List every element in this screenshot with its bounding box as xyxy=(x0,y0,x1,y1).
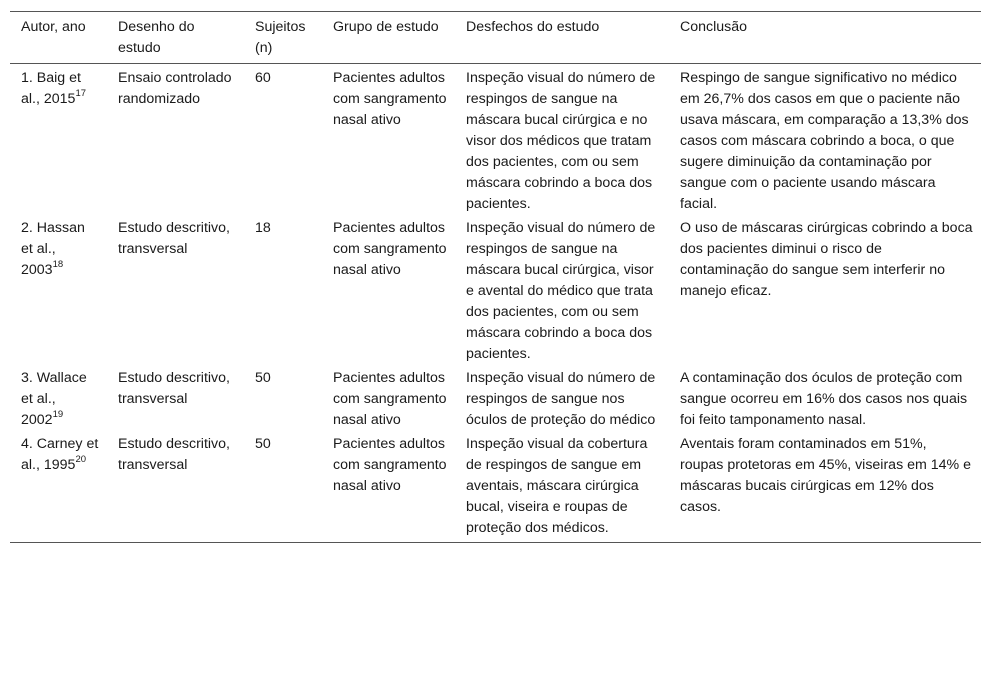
table-body xyxy=(10,64,981,543)
table-header xyxy=(10,12,981,64)
header-row xyxy=(10,12,981,64)
reference-number: 17 xyxy=(75,88,87,100)
cell-conclusion: Aventais foram contaminados em 51%, roupas protetoras em 45%, viseiras em 14% e máscaras bucais cirúrgicas em 12% dos casos. xyxy=(669,432,981,543)
cell-outcomes: Inspeção visual do número de respingos de sangue nos óculos de proteção do médico xyxy=(466,370,656,428)
cell-subjects: 18 xyxy=(255,220,271,236)
cell-author-year xyxy=(10,366,107,432)
table-row xyxy=(10,366,981,432)
cell-outcomes: Inspeção visual do número de respingos de sangue na máscara bucal cirúrgica, visor e avental do médico que trata dos pacientes, com ou sem máscara cobrindo a boca dos pacientes. xyxy=(466,220,656,362)
header-author-year: Autor, ano xyxy=(10,12,107,64)
cell-outcomes: Inspeção visual do número de respingos de sangue na máscara bucal cirúrgica e no visor dos médicos que tratam dos pacientes, com ou sem máscara cobrindo a boca dos pacientes. xyxy=(466,70,656,212)
author-text: 4. Carney et al., 1995 xyxy=(21,436,99,473)
header-study-design: Desenho do estudo xyxy=(107,12,244,64)
table-row xyxy=(10,64,981,217)
header-conclusion: Conclusão xyxy=(669,12,981,64)
cell-study-group: Pacientes adultos com sangramento nasal ativo xyxy=(333,370,447,428)
table-row xyxy=(10,216,981,366)
cell-conclusion: O uso de máscaras cirúrgicas cobrindo a boca dos pacientes diminui o risco de contaminação do sangue sem interferir no manejo eficaz. xyxy=(680,220,973,299)
cell-conclusion: Respingo de sangue significativo no médico em 26,7% dos casos em que o paciente não usava máscara, em comparação a 13,3% dos casos com máscara cobrindo a boca, o que sugere diminuição da contaminação por sangue com o paciente usando máscara facial. xyxy=(680,70,969,212)
studies-table xyxy=(10,11,981,543)
cell-author-year xyxy=(10,216,107,366)
author-text: 1. Baig et al., 2015 xyxy=(21,70,81,107)
header-outcomes: Desfechos do estudo xyxy=(455,12,669,64)
table-row xyxy=(10,432,981,543)
cell-conclusion: A contaminação dos óculos de proteção com sangue ocorreu em 16% dos casos nos quais foi feito tamponamento nasal. xyxy=(680,370,968,428)
cell-author-year xyxy=(10,432,107,543)
author-text: 3. Wallace et al., 2002 xyxy=(21,370,87,428)
cell-study-group: Pacientes adultos com sangramento nasal ativo xyxy=(333,70,447,128)
reference-number: 19 xyxy=(52,409,64,421)
reference-number: 20 xyxy=(75,454,87,466)
cell-study-group: Pacientes adultos com sangramento nasal ativo xyxy=(322,432,455,543)
cell-author-year xyxy=(10,64,107,217)
reference-number: 18 xyxy=(52,259,64,271)
header-subjects: Sujeitos (n) xyxy=(244,12,322,64)
cell-study-group: Pacientes adultos com sangramento nasal ativo xyxy=(333,220,447,278)
author-text: 2. Hassan et al., 2003 xyxy=(21,220,85,278)
cell-subjects: 60 xyxy=(255,70,271,86)
cell-study-design: Estudo descritivo, transversal xyxy=(107,432,244,543)
header-study-group: Grupo de estudo xyxy=(322,12,455,64)
cell-outcomes: Inspeção visual da cobertura de respingos de sangue em aventais, máscara cirúrgica bucal, viseira e roupas de proteção dos médicos. xyxy=(455,432,669,543)
cell-subjects: 50 xyxy=(255,370,271,386)
cell-study-design: Estudo descritivo, transversal xyxy=(118,370,230,407)
cell-subjects: 50 xyxy=(244,432,322,543)
cell-study-design: Ensaio controlado randomizado xyxy=(118,70,232,107)
cell-study-design: Estudo descritivo, transversal xyxy=(118,220,230,257)
